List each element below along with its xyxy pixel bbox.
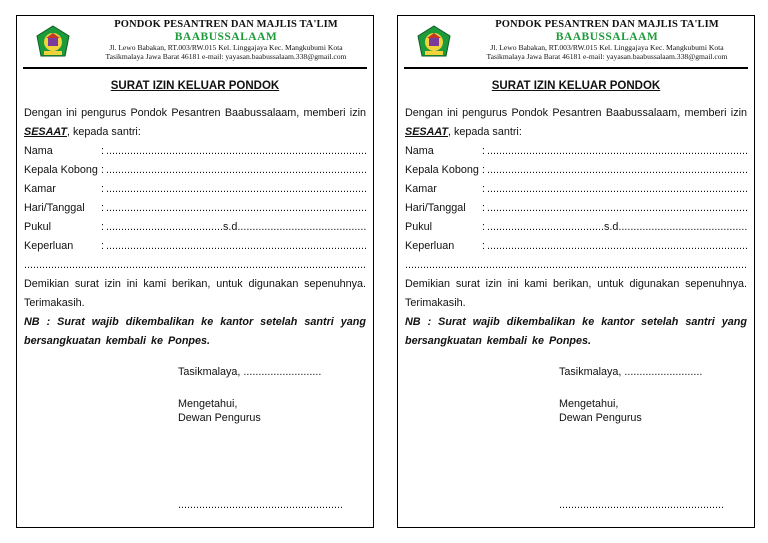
address-line: Tasikmalaya Jawa Barat 46181 e-mail: yayasan.baabussalaam.338@gmail.com bbox=[486, 52, 728, 61]
field-row-kepala-kobong bbox=[24, 161, 366, 180]
intro-paragraph bbox=[24, 104, 366, 142]
field-row-keperluan bbox=[24, 237, 366, 256]
field-label: Pukul bbox=[24, 221, 52, 233]
field-label: Kamar bbox=[24, 183, 56, 195]
fill-line-nama[interactable] bbox=[106, 142, 366, 161]
letterhead bbox=[404, 19, 748, 67]
intro-text: Dengan ini pengurus Pondok Pesantren Baabussalaam, memberi izin bbox=[405, 107, 747, 119]
field-row-hari-tanggal bbox=[24, 199, 366, 218]
fill-line-hari-tanggal[interactable] bbox=[106, 199, 366, 218]
field-list bbox=[24, 142, 366, 256]
field-colon: : bbox=[482, 183, 485, 195]
field-row-kamar bbox=[24, 180, 366, 199]
sesaat-emphasis: SESAAT bbox=[24, 126, 67, 138]
letterhead bbox=[23, 19, 367, 67]
fill-line-kamar[interactable] bbox=[106, 180, 366, 199]
closing-paragraph: Demikian surat izin ini kami berikan, untuk digunakan sepenuhnya. Terimakasih. bbox=[24, 278, 366, 309]
field-label: Hari/Tanggal bbox=[405, 202, 466, 214]
fill-line-pukul[interactable] bbox=[487, 218, 747, 237]
fill-line-keperluan-continued[interactable] bbox=[405, 256, 747, 275]
fill-line-kepala-kobong[interactable] bbox=[487, 161, 747, 180]
field-colon: : bbox=[482, 221, 485, 233]
fill-line-pukul[interactable] bbox=[106, 218, 366, 237]
field-colon: : bbox=[482, 164, 485, 176]
pesantren-logo-icon bbox=[35, 25, 71, 61]
field-colon: : bbox=[101, 202, 104, 214]
form-title: SURAT IZIN KELUAR PONDOK bbox=[491, 80, 661, 92]
field-colon: : bbox=[101, 145, 104, 157]
field-row-nama bbox=[405, 142, 747, 161]
field-colon: : bbox=[482, 202, 485, 214]
field-colon: : bbox=[482, 240, 485, 252]
field-label: Kepala Kobong bbox=[24, 164, 98, 176]
field-label: Kamar bbox=[405, 183, 437, 195]
field-label: Keperluan bbox=[24, 240, 74, 252]
signature-block bbox=[559, 397, 642, 425]
signature-line[interactable] bbox=[559, 499, 723, 511]
nb-note: NB : Surat wajib dikembalikan ke kantor setelah santri yang bersangkuatan kembali ke Ponpes. bbox=[24, 316, 366, 347]
signature-block bbox=[178, 397, 261, 425]
field-label: Kepala Kobong bbox=[405, 164, 479, 176]
field-label: Nama bbox=[24, 145, 53, 157]
intro-suffix: , kepada santri: bbox=[448, 126, 522, 138]
permit-form-left bbox=[16, 15, 374, 528]
acknowledge-label: Mengetahui, bbox=[559, 398, 619, 410]
permit-form-right bbox=[397, 15, 755, 528]
fill-line-hari-tanggal[interactable] bbox=[487, 199, 747, 218]
field-row-kepala-kobong bbox=[405, 161, 747, 180]
org-name: PONDOK PESANTREN DAN MAJLIS TA'LIM bbox=[114, 19, 338, 30]
closing-paragraph: Demikian surat izin ini kami berikan, untuk digunakan sepenuhnya. Terimakasih. bbox=[405, 278, 747, 309]
intro-text: Dengan ini pengurus Pondok Pesantren Baabussalaam, memberi izin bbox=[24, 107, 366, 119]
signer-title: Dewan Pengurus bbox=[559, 412, 642, 424]
signer-title: Dewan Pengurus bbox=[178, 412, 261, 424]
field-row-nama bbox=[24, 142, 366, 161]
org-name-secondary: BAABUSSALAAM bbox=[555, 31, 659, 43]
form-title: SURAT IZIN KELUAR PONDOK bbox=[110, 80, 280, 92]
fill-line-kepala-kobong[interactable] bbox=[106, 161, 366, 180]
fill-line-keperluan[interactable] bbox=[106, 237, 366, 256]
sd-label: s.d bbox=[223, 221, 238, 233]
address-line: Jl. Lewo Babakan, RT.003/RW.015 Kel. Linggajaya Kec. Mangkubumi Kota bbox=[109, 43, 343, 52]
field-label: Keperluan bbox=[405, 240, 455, 252]
intro-paragraph bbox=[405, 104, 747, 142]
fill-line-kamar[interactable] bbox=[487, 180, 747, 199]
sesaat-emphasis: SESAAT bbox=[405, 126, 448, 138]
nb-note: NB : Surat wajib dikembalikan ke kantor setelah santri yang bersangkuatan kembali ke Ponpes. bbox=[405, 316, 747, 347]
field-label: Pukul bbox=[405, 221, 433, 233]
header-divider bbox=[404, 67, 748, 69]
signature-line[interactable] bbox=[178, 499, 342, 511]
field-list bbox=[405, 142, 747, 256]
address-line: Tasikmalaya Jawa Barat 46181 e-mail: yayasan.baabussalaam.338@gmail.com bbox=[105, 52, 347, 61]
fill-line-keperluan[interactable] bbox=[487, 237, 747, 256]
sd-label: s.d bbox=[604, 221, 619, 233]
address-line: Jl. Lewo Babakan, RT.003/RW.015 Kel. Linggajaya Kec. Mangkubumi Kota bbox=[490, 43, 724, 52]
field-colon: : bbox=[482, 145, 485, 157]
fill-line-keperluan-continued[interactable] bbox=[24, 256, 366, 275]
field-label: Hari/Tanggal bbox=[24, 202, 85, 214]
fill-line-nama[interactable] bbox=[487, 142, 747, 161]
field-colon: : bbox=[101, 164, 104, 176]
field-row-hari-tanggal bbox=[405, 199, 747, 218]
pesantren-logo-icon bbox=[416, 25, 452, 61]
place-date: Tasikmalaya, .......................... bbox=[178, 366, 322, 378]
field-row-pukul bbox=[24, 218, 366, 237]
intro-suffix: , kepada santri: bbox=[67, 126, 141, 138]
field-row-keperluan bbox=[405, 237, 747, 256]
org-name-secondary: BAABUSSALAAM bbox=[174, 31, 278, 43]
org-name: PONDOK PESANTREN DAN MAJLIS TA'LIM bbox=[495, 19, 719, 30]
field-label: Nama bbox=[405, 145, 434, 157]
field-colon: : bbox=[101, 221, 104, 233]
field-colon: : bbox=[101, 183, 104, 195]
field-row-pukul bbox=[405, 218, 747, 237]
place-date: Tasikmalaya, .......................... bbox=[559, 366, 703, 378]
header-divider bbox=[23, 67, 367, 69]
acknowledge-label: Mengetahui, bbox=[178, 398, 238, 410]
field-colon: : bbox=[101, 240, 104, 252]
field-row-kamar bbox=[405, 180, 747, 199]
